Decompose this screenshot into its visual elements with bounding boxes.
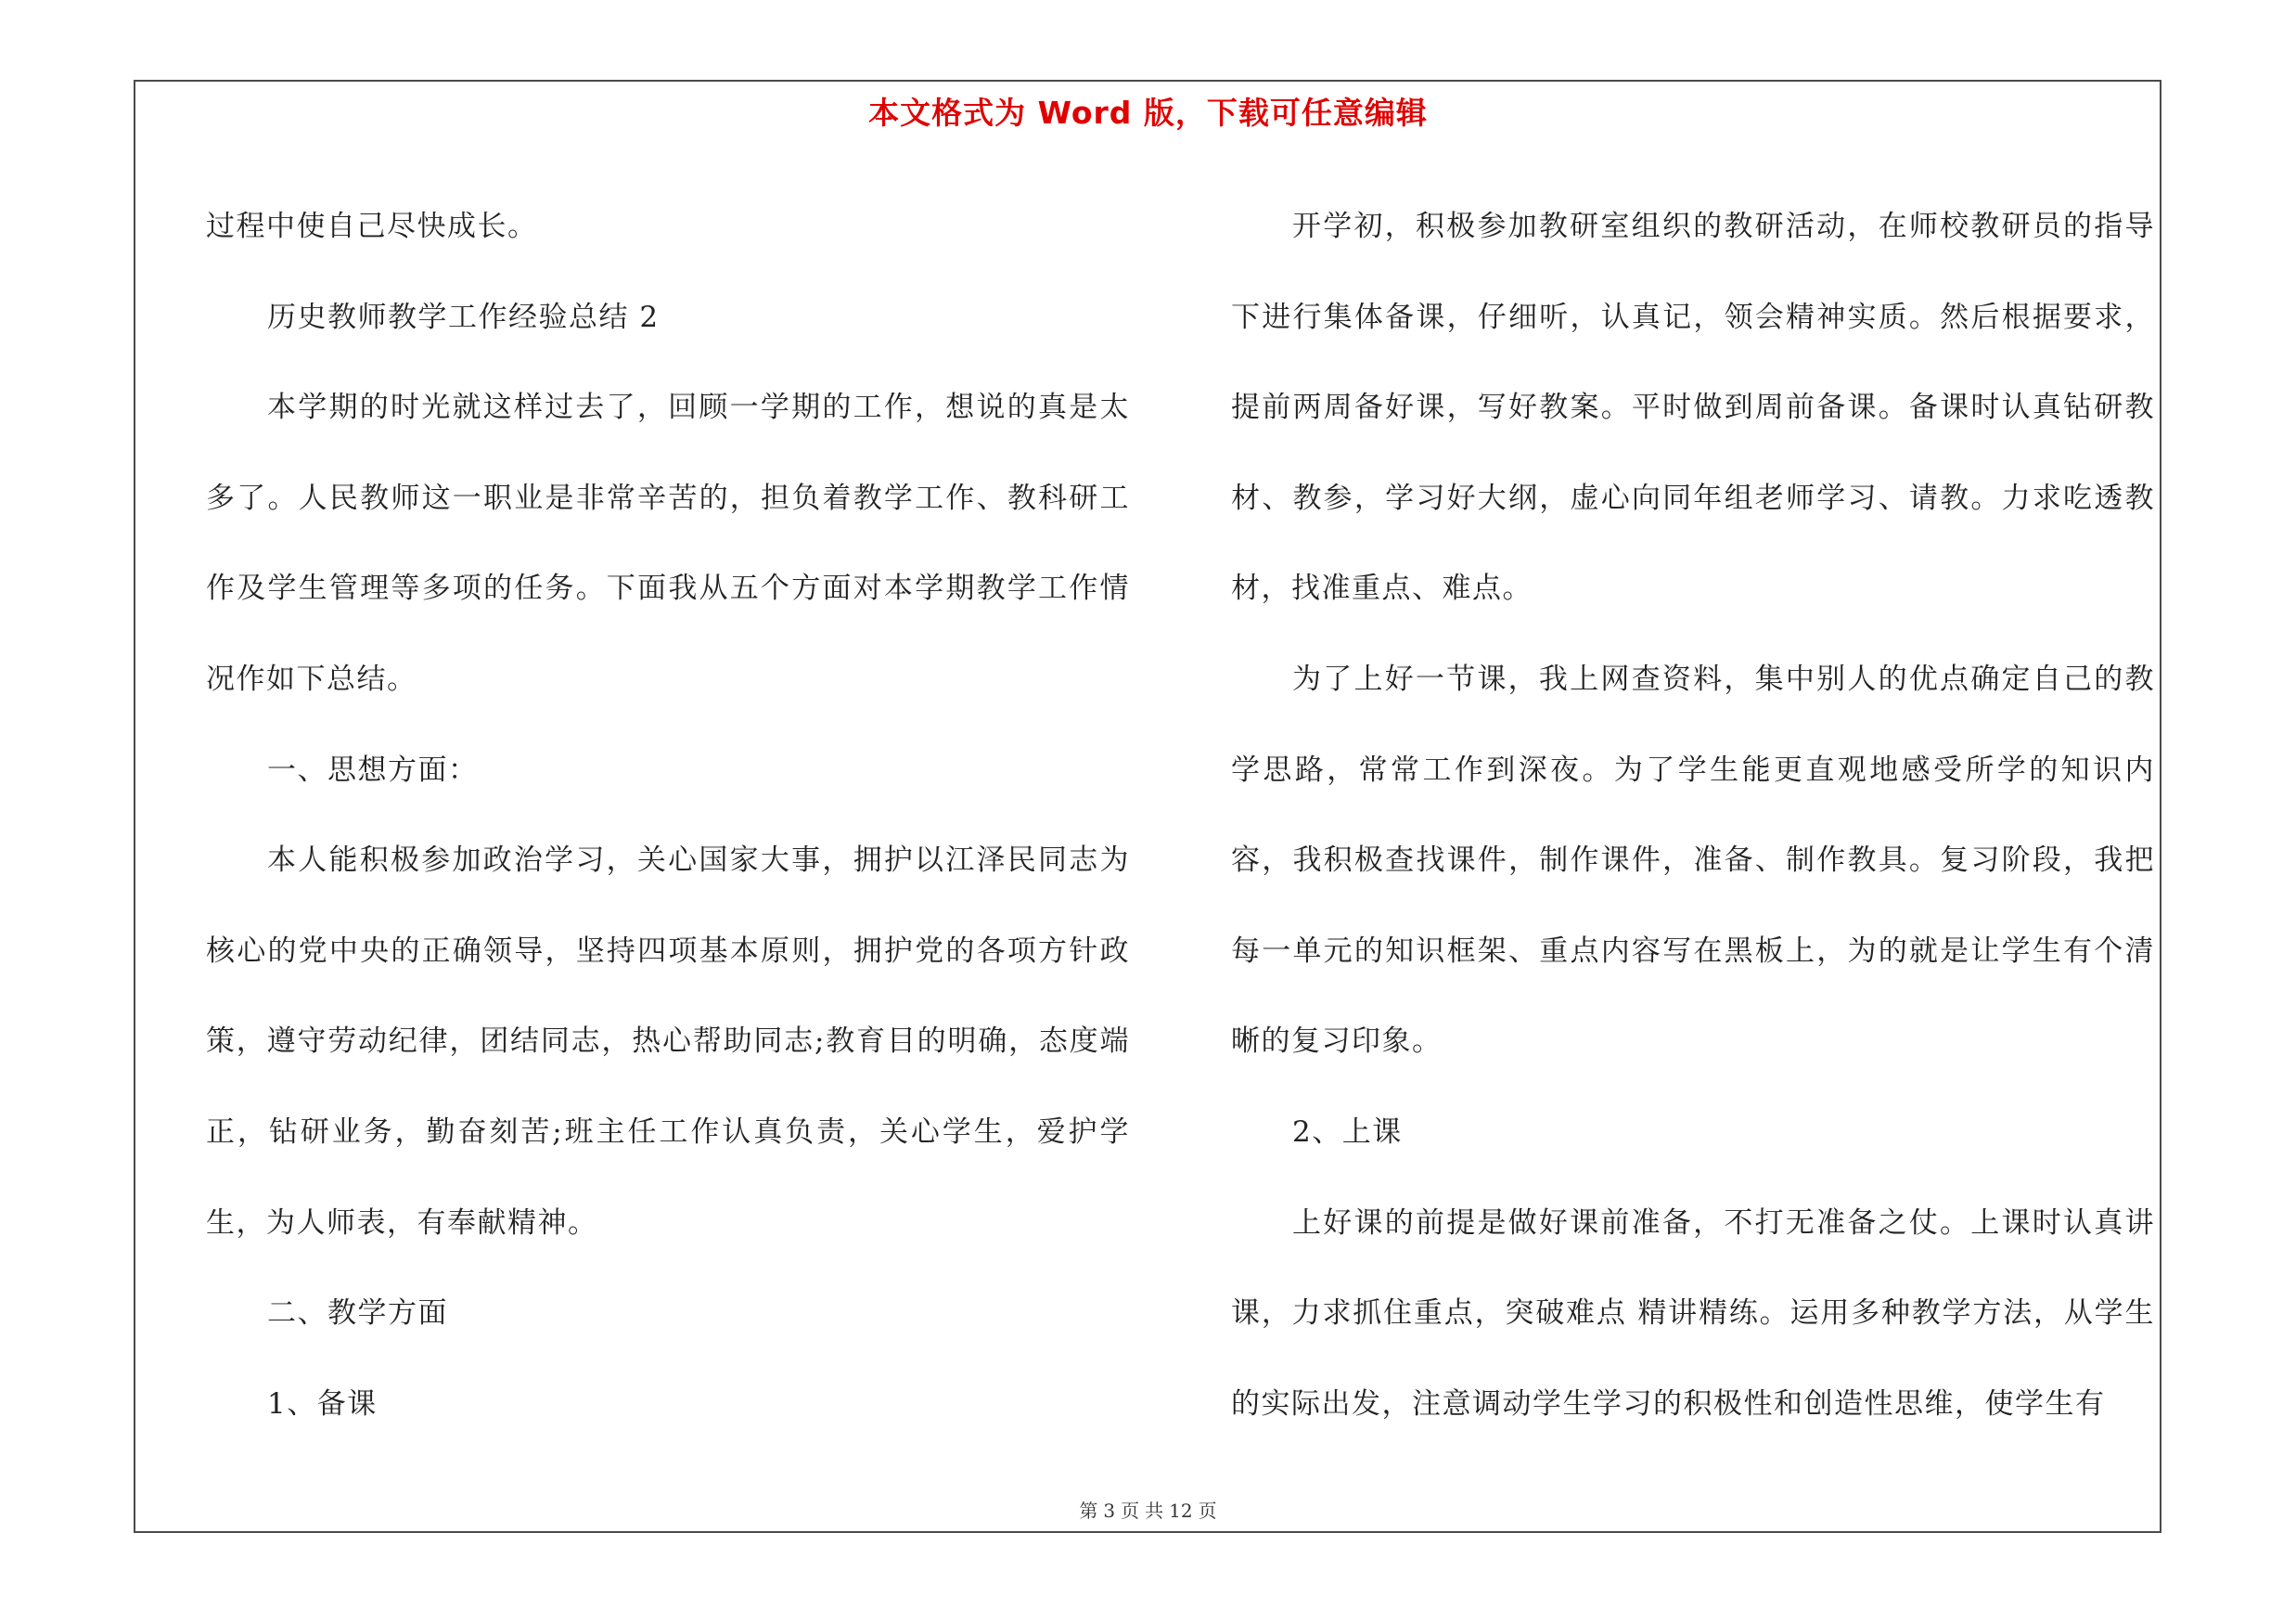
paragraph: 上好课的前提是做好课前准备，不打无准备之仗。上课时认真讲课，力求抓住重点，突破难点 精讲精练。运用多种教学方法，从学生的实际出发，注意调动学生学习的积极性和创造性思维，使学生有 bbox=[1231, 1205, 2155, 1421]
left-column bbox=[206, 182, 1130, 1449]
footer-total-pages: 12 bbox=[1169, 1500, 1193, 1522]
right-column bbox=[1231, 182, 2155, 1449]
footer-current-page: 3 bbox=[1103, 1500, 1116, 1522]
heading-lesson-prep: 1、备课 bbox=[267, 1386, 378, 1421]
paragraph: 开学初，积极参加教研室组织的教研活动，在师校教研员的指导下进行集体备课，仔细听，认真记，领会精神实质。然后根据要求，提前两周备好课，写好教案。平时做到周前备课。备课时认真钻研教材、教参，学习好大纲，虚心向同年组老师学习、请教。力求吃透教材，找准重点、难点。 bbox=[1231, 210, 2155, 606]
footer-prefix: 第 bbox=[1079, 1500, 1098, 1522]
section-title: 历史教师教学工作经验总结 2 bbox=[267, 300, 660, 334]
footer-suffix: 页 bbox=[1198, 1500, 1217, 1522]
footer-page-word: 页 bbox=[1121, 1500, 1140, 1522]
paragraph: 为了上好一节课，我上网查资料，集中别人的优点确定自己的教学思路，常常工作到深夜。为了学生能更直观地感受所学的知识内容，我积极查找课件，制作课件，准备、制作教具。复习阶段，我把每一单元的知识框架、重点内容写在黑板上，为的就是让学生有个清晰的复习印象。 bbox=[1231, 662, 2155, 1059]
heading-class: 2、上课 bbox=[1292, 1114, 1403, 1149]
footer-total-word: 共 bbox=[1145, 1500, 1164, 1522]
heading-teaching: 二、教学方面 bbox=[267, 1296, 448, 1331]
paragraph: 本学期的时光就这样过去了，回顾一学期的工作，想说的真是太多了。人民教师这一职业是非常辛苦的，担负着教学工作、教科研工作及学生管理等多项的任务。下面我从五个方面对本学期教学工作情况作如下总结。 bbox=[206, 391, 1130, 696]
paragraph: 本人能积极参加政治学习，关心国家大事，拥护以江泽民同志为核心的党中央的正确领导，坚持四项基本原则，拥护党的各项方针政策，遵守劳动纪律，团结同志，热心帮助同志;教育目的明确，态度端正，钻研业务，勤奋刻苦;班主任工作认真负责，关心学生，爱护学生，为人师表，有奉献精神。 bbox=[206, 844, 1130, 1240]
heading-ideology: 一、思想方面： bbox=[267, 753, 479, 787]
paragraph-continuation: 过程中使自己尽快成长。 bbox=[206, 210, 538, 243]
page-footer bbox=[0, 1496, 2296, 1523]
header-banner: 本文格式为 Word 版，下载可任意编辑 bbox=[868, 95, 1428, 131]
